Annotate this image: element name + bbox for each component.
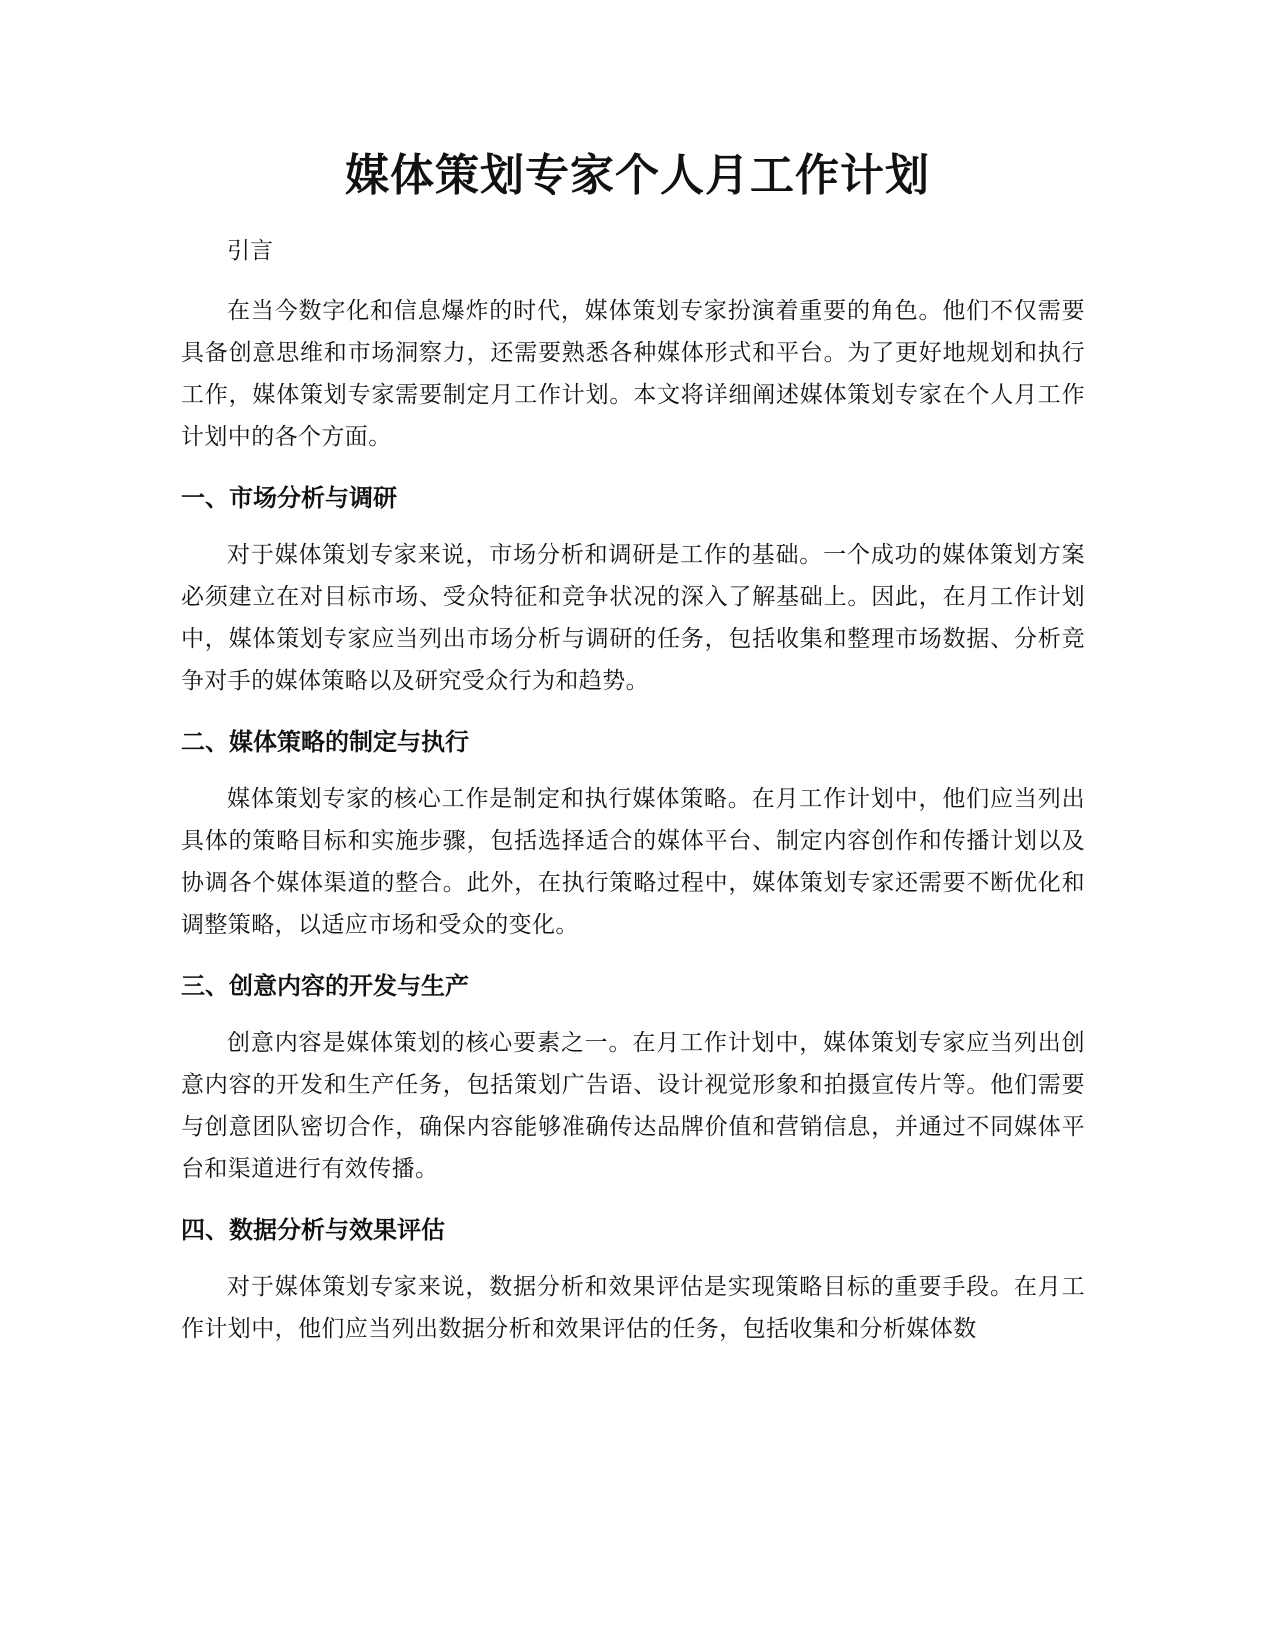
section-paragraph-media-strategy: 媒体策划专家的核心工作是制定和执行媒体策略。在月工作计划中，他们应当列出具体的策略目标和实施步骤，包括选择适合的媒体平台、制定内容创作和传播计划以及协调各个媒体渠道的整合。此外，在执行策略过程中，媒体策划专家还需要不断优化和调整策略，以适应市场和受众的变化。 [181, 786, 1085, 938]
section-heading-data-analysis: 四、数据分析与效果评估 [181, 1216, 445, 1244]
intro-label: 引言 [227, 238, 273, 264]
section-heading-market-analysis: 一、市场分析与调研 [181, 484, 397, 512]
intro-paragraph: 在当今数字化和信息爆炸的时代，媒体策划专家扮演着重要的角色。他们不仅需要具备创意思维和市场洞察力，还需要熟悉各种媒体形式和平台。为了更好地规划和执行工作，媒体策划专家需要制定月工作计划。本文将详细阐述媒体策划专家在个人月工作计划中的各个方面。 [181, 298, 1085, 450]
section-heading-creative-content: 三、创意内容的开发与生产 [181, 972, 469, 1000]
section-paragraph-market-analysis: 对于媒体策划专家来说，市场分析和调研是工作的基础。一个成功的媒体策划方案必须建立在对目标市场、受众特征和竞争状况的深入了解基础上。因此，在月工作计划中，媒体策划专家应当列出市场分析与调研的任务，包括收集和整理市场数据、分析竞争对手的媒体策略以及研究受众行为和趋势。 [181, 542, 1085, 694]
section-heading-media-strategy: 二、媒体策略的制定与执行 [181, 728, 469, 756]
document-body [181, 230, 1085, 1370]
section-paragraph-creative-content: 创意内容是媒体策划的核心要素之一。在月工作计划中，媒体策划专家应当列出创意内容的开发和生产任务，包括策划广告语、设计视觉形象和拍摄宣传片等。他们需要与创意团队密切合作，确保内容能够准确传达品牌价值和营销信息，并通过不同媒体平台和渠道进行有效传播。 [181, 1030, 1085, 1182]
section-paragraph-data-analysis: 对于媒体策划专家来说，数据分析和效果评估是实现策略目标的重要手段。在月工作计划中，他们应当列出数据分析和效果评估的任务，包括收集和分析媒体数 [181, 1274, 1085, 1342]
document-title: 媒体策划专家个人月工作计划 [345, 150, 930, 201]
